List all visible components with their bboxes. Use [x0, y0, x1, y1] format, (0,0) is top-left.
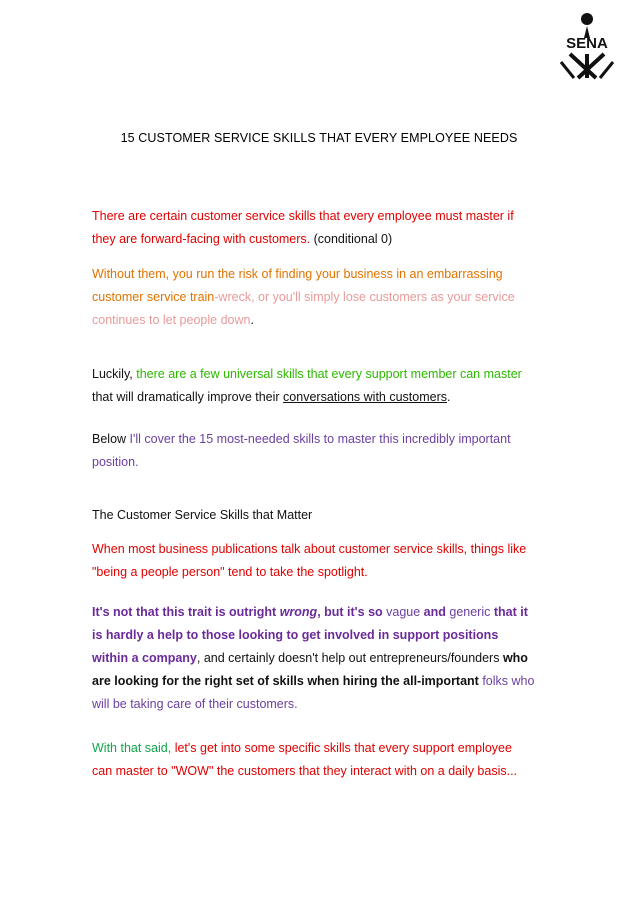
text-line: is hardly a help to those looking to get involved in support positions [92, 628, 499, 642]
text-span: It's not that this trait is outright [92, 605, 280, 619]
text-span: folks who [482, 674, 535, 688]
logo-text: SENA [566, 35, 608, 52]
text-span: . [447, 390, 451, 404]
text-span: and [423, 605, 450, 619]
text-line [92, 386, 562, 409]
text-line [92, 428, 562, 451]
sena-logo-icon [556, 12, 618, 80]
text-line: position. [92, 455, 139, 469]
text-line [92, 309, 562, 332]
text-line: can master to "WOW" the customers that they interact with on a daily basis... [92, 764, 518, 778]
conversations-link[interactable]: conversations with customers [283, 390, 447, 404]
text-line: There are certain customer service skills that every employee must master if [92, 209, 514, 223]
text-line [92, 601, 562, 624]
paragraph-publications [92, 538, 562, 584]
text-span: vague [386, 605, 424, 619]
text-span: wrong [279, 605, 318, 619]
text-span: (conditional 0) [310, 232, 393, 246]
document-title: 15 CUSTOMER SERVICE SKILLS THAT EVERY EMPLOYEE NEEDS [120, 131, 518, 145]
paragraph-luckily [92, 363, 562, 409]
text-line [92, 670, 562, 693]
text-line [92, 228, 562, 251]
text-span: Below [92, 432, 130, 446]
text-span: , and certainly doesn't help out entrepreneurs/founders [196, 651, 503, 665]
text-span: Luckily, [92, 367, 137, 381]
text-span: . [250, 313, 254, 327]
text-line [92, 363, 562, 386]
text-line: Without them, you run the risk of finding your business in an embarrassing [92, 267, 503, 281]
text-span: I'll cover the 15 most-needed skills to master this incredibly important [129, 432, 511, 446]
text-span: that it [493, 605, 528, 619]
sena-logo [556, 12, 618, 80]
paragraph-below [92, 428, 562, 474]
text-span: let's get into some specific skills that every support employee [174, 741, 512, 755]
text-span: , but it's so [317, 605, 387, 619]
text-span: who [502, 651, 528, 665]
paragraph-intro [92, 205, 562, 251]
section-heading [92, 504, 562, 527]
text-line: "being a people person" tend to take the spotlight. [92, 565, 368, 579]
paragraph-trait [92, 601, 562, 716]
paragraph-risk [92, 263, 562, 332]
paragraph-with-that-said [92, 737, 562, 783]
text-span: they are forward-facing with customers. [92, 232, 311, 246]
text-span: there are a few universal skills that every support member can master [136, 367, 522, 381]
text-span: generic [449, 605, 494, 619]
text-line [92, 647, 562, 670]
text-span: -wreck, or you'll simply lose customers as your service [214, 290, 515, 304]
text-line [92, 286, 562, 309]
text-span: within a company [92, 651, 197, 665]
text-span: that will dramatically improve their [92, 390, 284, 404]
text-line: will be taking care of their customers. [92, 697, 298, 711]
text-span: are looking for the right set of skills when hiring the all-important [92, 674, 483, 688]
text-span: With that said, [92, 741, 175, 755]
text-span: customer service train [92, 290, 215, 304]
text-line: When most business publications talk about customer service skills, things like [92, 542, 527, 556]
text-line: The Customer Service Skills that Matter [92, 508, 313, 522]
text-line [92, 737, 562, 760]
text-span: continues to let people down [92, 313, 251, 327]
